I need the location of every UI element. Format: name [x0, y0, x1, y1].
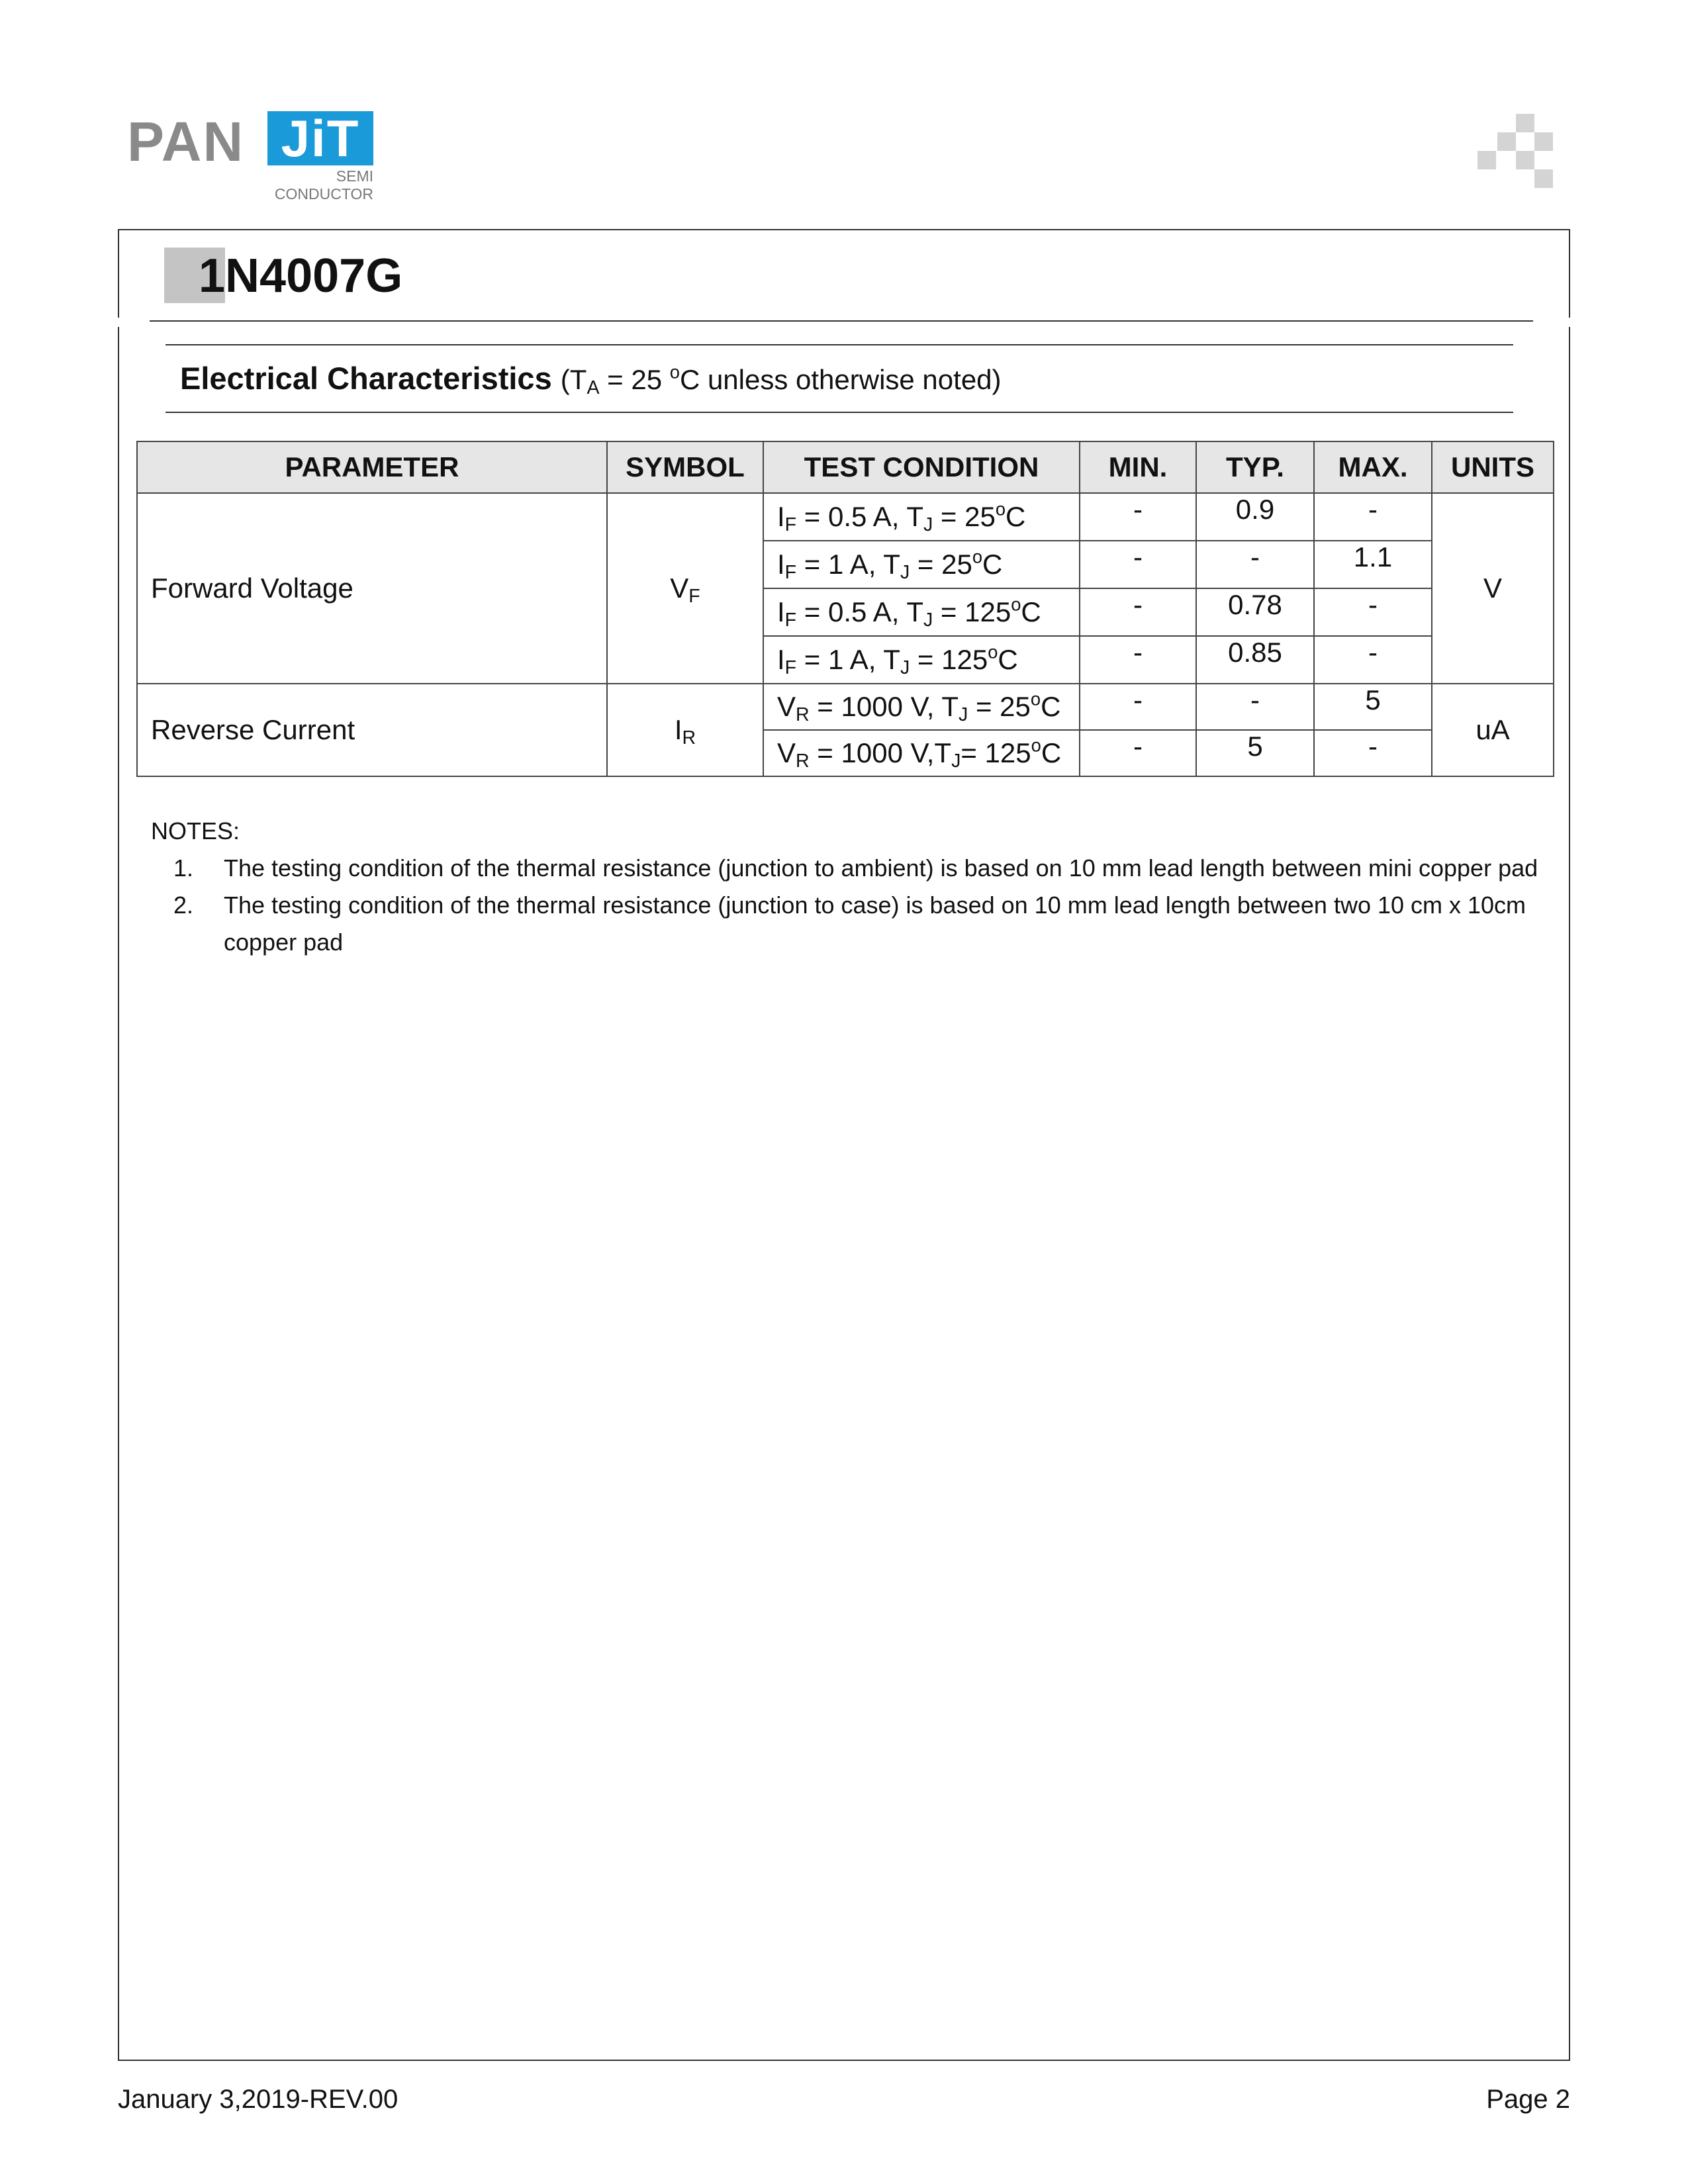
header-test-condition: TEST CONDITION	[763, 441, 1080, 493]
max-value: -	[1314, 636, 1432, 684]
note-number: 1.	[173, 854, 194, 882]
max-value: -	[1314, 493, 1432, 541]
max-value: -	[1314, 588, 1432, 636]
param-reverse-current: Reverse Current	[137, 684, 607, 776]
units-v: V	[1432, 493, 1554, 684]
section-heading	[180, 357, 1002, 401]
logo-semi-text: SEMI	[336, 167, 373, 185]
test-condition: $V_R = 1000$ V, $T_J = 25^oC$	[763, 684, 1080, 730]
min-value: -	[1080, 588, 1196, 636]
typ-value: 0.9	[1196, 493, 1314, 541]
frame-gap-left	[117, 318, 151, 327]
section-title: Electrical Characteristics	[180, 361, 552, 396]
title-rule	[150, 320, 1533, 322]
logo-pan-text: PAN	[127, 111, 245, 173]
test-condition: $I_F = 0.5$ A, $T_J = 25^oC$	[763, 493, 1080, 541]
table-header-row	[137, 441, 1554, 493]
typ-value: 0.78	[1196, 588, 1314, 636]
note-number: 2.	[173, 891, 194, 919]
test-condition: $I_F = 1$ A, $T_J = 125^oC$	[763, 636, 1080, 684]
note-item	[151, 887, 1548, 961]
header-max: MAX.	[1314, 441, 1432, 493]
frame-gap-right	[1533, 318, 1573, 327]
notes-section	[151, 813, 1548, 961]
corner-checker-icon	[1477, 114, 1557, 193]
test-condition: $V_R = 1000$ $V,T_J= 125^oC$	[763, 730, 1080, 776]
min-value: -	[1080, 541, 1196, 588]
panjit-logo	[127, 106, 379, 212]
test-condition: $I_F = 0.5$ A, $T_J = 125^oC$	[763, 588, 1080, 636]
symbol-vf: $V_F$	[607, 493, 763, 684]
logo-jit-text: JiT	[281, 109, 360, 167]
electrical-characteristics-table	[136, 441, 1554, 777]
min-value: -	[1080, 730, 1196, 776]
table-row	[137, 493, 1554, 541]
max-value: 1.1	[1314, 541, 1432, 588]
footer-page-number: Page 2	[1486, 2085, 1570, 2114]
note-text: The testing condition of the thermal resistance (junction to case) is based on 10 mm lead length between two 10 cm x 10cm copper pad	[224, 891, 1526, 956]
typ-value: -	[1196, 684, 1314, 730]
min-value: -	[1080, 684, 1196, 730]
min-value: -	[1080, 493, 1196, 541]
section-condition: ($T_A = 25$ $^o$C unless otherwise noted)	[560, 361, 1002, 399]
header-typ: TYP.	[1196, 441, 1314, 493]
typ-value: -	[1196, 541, 1314, 588]
table-row	[137, 684, 1554, 730]
test-condition: $I_F = 1$ A, $T_J = 25^oC$	[763, 541, 1080, 588]
footer-revision-date: January 3,2019-REV.00	[118, 2085, 399, 2114]
notes-heading: NOTES:	[151, 817, 240, 844]
max-value: 5	[1314, 684, 1432, 730]
header-units: UNITS	[1432, 441, 1554, 493]
typ-value: 5	[1196, 730, 1314, 776]
note-item	[151, 850, 1548, 887]
units-ua: uA	[1432, 684, 1554, 776]
min-value: -	[1080, 636, 1196, 684]
section-rule-bottom	[165, 412, 1513, 413]
logo-conductor-text: CONDUCTOR	[274, 185, 373, 203]
note-text: The testing condition of the thermal resistance (junction to ambient) is based on 10 mm lead length between mini copper pad	[224, 854, 1538, 882]
header-symbol: SYMBOL	[607, 441, 763, 493]
header-parameter: PARAMETER	[137, 441, 607, 493]
param-forward-voltage: Forward Voltage	[137, 493, 607, 684]
section-rule-top	[165, 344, 1513, 345]
header-min: MIN.	[1080, 441, 1196, 493]
max-value: -	[1314, 730, 1432, 776]
part-number-title: 1N4007G	[199, 250, 403, 302]
typ-value: 0.85	[1196, 636, 1314, 684]
symbol-ir: $I_R$	[607, 684, 763, 776]
